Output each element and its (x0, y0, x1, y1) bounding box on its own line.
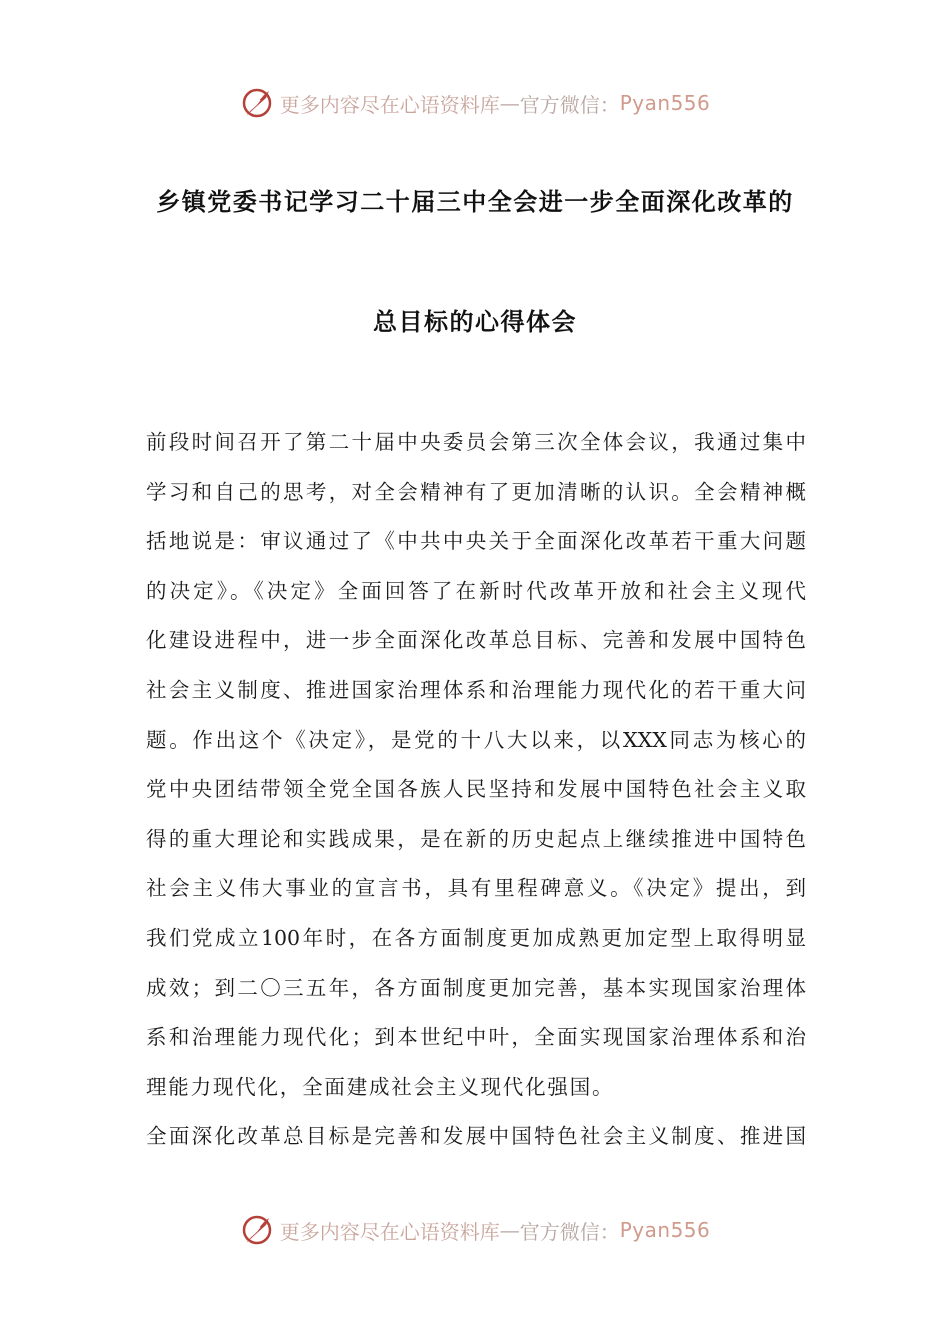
quill-pen-logo-icon (240, 1213, 274, 1247)
footer-separator: — (499, 1218, 520, 1242)
quill-pen-logo-icon (240, 86, 274, 120)
header-official-label: 官方微信： (519, 92, 620, 117)
body-line: 得的重大理论和实践成果，是在新的历史起点上继续推进中国特色 (146, 826, 806, 851)
footer-official-label: 官方微信： (519, 1219, 620, 1244)
body-line: 我们党成立100年时，在各方面制度更加成熟更加定型上取得明显 (146, 925, 806, 950)
body-line: 括地说是：审议通过了《中共中央关于全面深化改革若干重大问题 (146, 529, 806, 554)
body-line: 理能力现代化，全面建成社会主义现代化强国。 (146, 1074, 615, 1099)
footer-site-text: 更多内容尽在心语资料库 (279, 1219, 500, 1244)
header-site-text: 更多内容尽在心语资料库 (279, 92, 500, 117)
body-line: 全面深化改革总目标是完善和发展中国特色社会主义制度、推进国 (146, 1124, 806, 1149)
footer-watermark-banner (0, 1210, 950, 1250)
body-line: 题。作出这个《决定》，是党的十八大以来，以XXX同志为核心的 (146, 727, 806, 752)
header-separator: — (499, 91, 520, 115)
header-watermark-banner (0, 83, 950, 123)
body-line: 党中央团结带领全党全国各族人民坚持和发展中国特色社会主义取 (146, 777, 806, 802)
body-line: 的决定》。《决定》全面回答了在新时代改革开放和社会主义现代 (146, 578, 806, 603)
document-body (146, 418, 806, 1162)
body-line: 成效；到二〇三五年，各方面制度更加完善，基本实现国家治理体 (146, 975, 806, 1000)
body-line: 社会主义伟大事业的宣言书，具有里程碑意义。《决定》提出，到 (146, 876, 806, 901)
footer-wechat-id: Pyan556 (619, 1218, 711, 1242)
header-wechat-id: Pyan556 (619, 91, 711, 115)
body-line: 前段时间召开了第二十届中央委员会第三次全体会议，我通过集中 (146, 430, 806, 454)
body-line: 化建设进程中，进一步全面深化改革总目标、完善和发展中国特色 (146, 628, 806, 653)
body-line: 系和治理能力现代化；到本世纪中叶，全面实现国家治理体系和治 (146, 1025, 806, 1050)
document-title-line-2: 总目标的心得体会 (373, 308, 577, 336)
body-line: 社会主义制度、推进国家治理体系和治理能力现代化的若干重大问 (146, 677, 806, 702)
document-title-line-1: 乡镇党委书记学习二十届三中全会进一步全面深化改革的 (156, 188, 794, 216)
body-line: 学习和自己的思考，对全会精神有了更加清晰的认识。全会精神概 (146, 479, 806, 504)
